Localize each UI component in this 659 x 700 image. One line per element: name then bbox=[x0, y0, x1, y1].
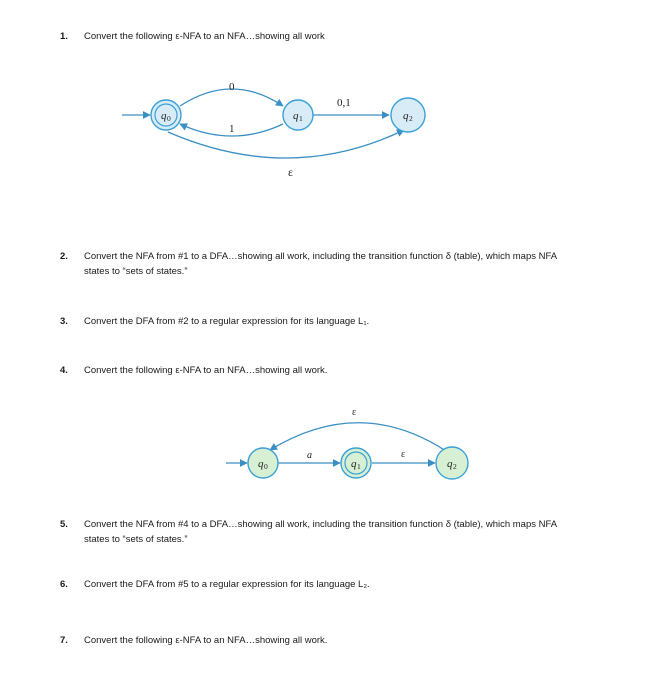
label-q1-q2: ε bbox=[401, 449, 406, 460]
state-q1 bbox=[341, 448, 371, 478]
question-number: 7. bbox=[60, 635, 68, 646]
edge-q2-q0 bbox=[270, 423, 446, 451]
state-label: q bbox=[161, 110, 167, 122]
state-subscript: 0 bbox=[264, 462, 268, 471]
state-subscript: 0 bbox=[167, 114, 171, 123]
question-text: Convert the following ε-NFA to an NFA…showing all work. bbox=[84, 635, 328, 646]
state-q0 bbox=[248, 448, 278, 478]
state-subscript: 1 bbox=[357, 462, 361, 471]
state-label: q bbox=[293, 110, 299, 122]
question-text: Convert the NFA from #4 to a DFA…showing all work, including the transition function δ (table), which maps NFA bbox=[84, 519, 558, 530]
question-text: Convert the following ε-NFA to an NFA…showing all work. bbox=[84, 365, 328, 376]
label-q0-q1: 0 bbox=[229, 81, 235, 93]
state-q2 bbox=[436, 447, 468, 479]
question-text: Convert the DFA from #2 to a regular expression for its language L₁. bbox=[84, 316, 370, 327]
question-number: 4. bbox=[60, 365, 68, 376]
label-q1-q0: 1 bbox=[229, 123, 235, 135]
question-number: 1. bbox=[60, 31, 68, 42]
question-text-cont: states to “sets of states.” bbox=[84, 534, 188, 545]
label-q0-q1: a bbox=[307, 450, 312, 461]
label-q0-q2: ε bbox=[288, 165, 294, 179]
question-number: 5. bbox=[60, 519, 68, 530]
label-q1-q2: 0,1 bbox=[337, 97, 351, 109]
state-label: q bbox=[351, 458, 357, 470]
question-number: 3. bbox=[60, 316, 68, 327]
question-number: 6. bbox=[60, 579, 68, 590]
question-text: Convert the DFA from #5 to a regular expression for its language L₂. bbox=[84, 579, 370, 590]
state-label: q bbox=[403, 110, 409, 122]
state-label: q bbox=[447, 458, 453, 470]
state-subscript: 2 bbox=[453, 462, 457, 471]
question-number: 2. bbox=[60, 251, 68, 262]
question-text: Convert the NFA from #1 to a DFA…showing all work, including the transition function δ (table), which maps NFA bbox=[84, 251, 558, 262]
question-text-cont: states to “sets of states.” bbox=[84, 266, 188, 277]
question-text: Convert the following ε-NFA to an NFA…showing all work bbox=[84, 31, 325, 42]
state-subscript: 1 bbox=[299, 114, 303, 123]
label-q2-q0: ε bbox=[352, 407, 357, 418]
state-label: q bbox=[258, 458, 264, 470]
state-subscript: 2 bbox=[409, 114, 413, 123]
